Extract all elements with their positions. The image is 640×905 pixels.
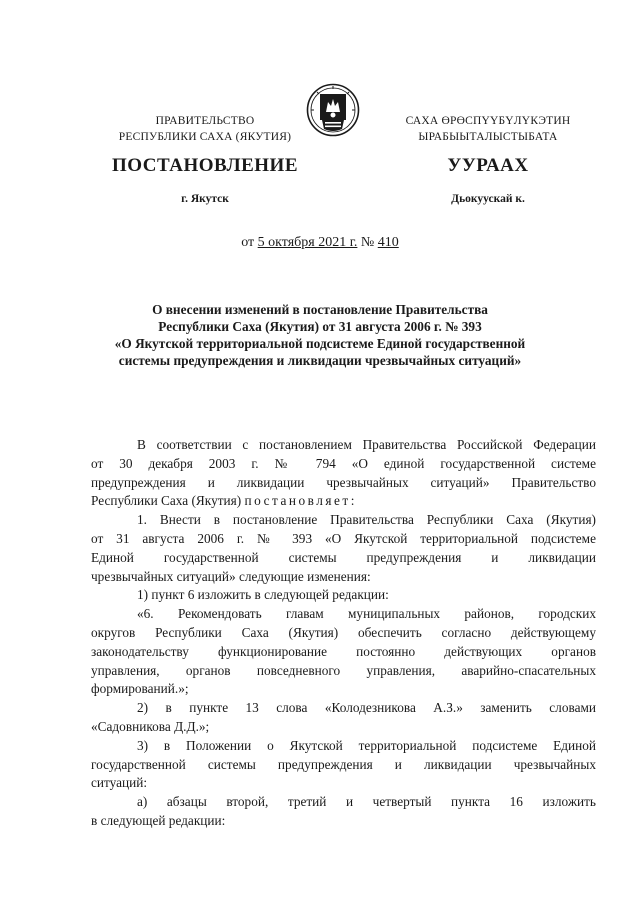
body-line: государственной системы предупреждения и ликвидации чрезвычайных bbox=[91, 756, 596, 772]
header-left-authority bbox=[110, 113, 300, 145]
body-line: предупреждения и ликвидации чрезвычайных ситуаций» Правительство bbox=[91, 474, 596, 490]
body-line: 3) в Положении о Якутской территориальной подсистеме Единой bbox=[137, 737, 596, 753]
body-line: законодательству функционирование постоянно действующих органов bbox=[91, 643, 596, 659]
body-line: Единой государственной системы предупреждения и ликвидации bbox=[91, 549, 596, 565]
title-line: О внесении изменений в постановление Правительства bbox=[152, 302, 488, 317]
title-line: системы предупреждения и ликвидации чрезвычайных ситуаций» bbox=[118, 353, 522, 368]
header-right-line2: ЫРАБЫЫТАЛЫСТЫБАТА bbox=[418, 131, 558, 143]
body-line: чрезвычайных ситуаций» следующие изменения: bbox=[91, 568, 371, 584]
body-line-spaced-verb: постановляет: bbox=[244, 493, 357, 509]
body-line: в следующей редакции: bbox=[91, 812, 226, 828]
body-line bbox=[91, 492, 596, 511]
document-title bbox=[80, 301, 560, 369]
body-line: ситуаций: bbox=[91, 775, 148, 791]
body-line: а) абзацы второй, третий и четвертый пункта 16 изложить bbox=[137, 794, 596, 810]
header-left-line1: ПРАВИТЕЛЬСТВО bbox=[155, 115, 255, 127]
city-sakha: Дьокуускай к. bbox=[451, 193, 525, 205]
body-line: формирований.»; bbox=[91, 681, 189, 697]
body-line: от 31 августа 2006 г. № 393 «О Якутской территориальной подсистеме bbox=[91, 530, 596, 546]
header-right-authority bbox=[378, 113, 598, 145]
doc-type-russian: ПОСТАНОВЛЕНИЕ bbox=[111, 155, 299, 176]
header-right-line1: САХА ӨРӨСПҮҮБҮЛҮКЭТИН bbox=[405, 115, 571, 127]
title-line: «О Якутской территориальной подсистеме Единой государственной bbox=[114, 336, 526, 351]
document-number: 410 bbox=[377, 235, 399, 250]
title-line: Республики Саха (Якутия) от 31 августа 2006 г. № 393 bbox=[158, 319, 482, 334]
body-line: 1. Внести в постановление Правительства Республики Саха (Якутия) bbox=[137, 512, 596, 528]
body-line-text: Республики Саха (Якутия) bbox=[91, 493, 242, 509]
city-russian: г. Якутск bbox=[181, 193, 229, 205]
body-line: от 30 декабря 2003 г. № 794 «О единой государственной системе bbox=[91, 455, 596, 471]
number-sign: № bbox=[360, 235, 375, 250]
body-line: управления, органов повседневного управления, аварийно-спасательных bbox=[91, 662, 596, 678]
document-date: 5 октября 2021 г. bbox=[257, 235, 358, 250]
body-line: округов Республики Саха (Якутия) обеспечить согласно действующему bbox=[91, 624, 596, 640]
doc-type-sakha: УУРААХ bbox=[447, 155, 529, 176]
date-prefix: от bbox=[241, 235, 255, 250]
body-line: 2) в пункте 13 слова «Колодезникова А.З.» заменить словами bbox=[137, 700, 596, 716]
coat-of-arms-sakha-icon bbox=[306, 82, 360, 138]
document-body bbox=[91, 436, 596, 831]
body-line: В соответствии с постановлением Правительства Российской Федерации bbox=[137, 437, 596, 452]
body-line: «Садовникова Д.Д.»; bbox=[91, 718, 210, 734]
body-line: 1) пункт 6 изложить в следующей редакции: bbox=[137, 587, 389, 603]
header-left-line2: РЕСПУБЛИКИ САХА (ЯКУТИЯ) bbox=[118, 131, 292, 143]
date-number-line bbox=[0, 235, 640, 251]
body-line: «6. Рекомендовать главам муниципальных районов, городских bbox=[137, 606, 596, 622]
